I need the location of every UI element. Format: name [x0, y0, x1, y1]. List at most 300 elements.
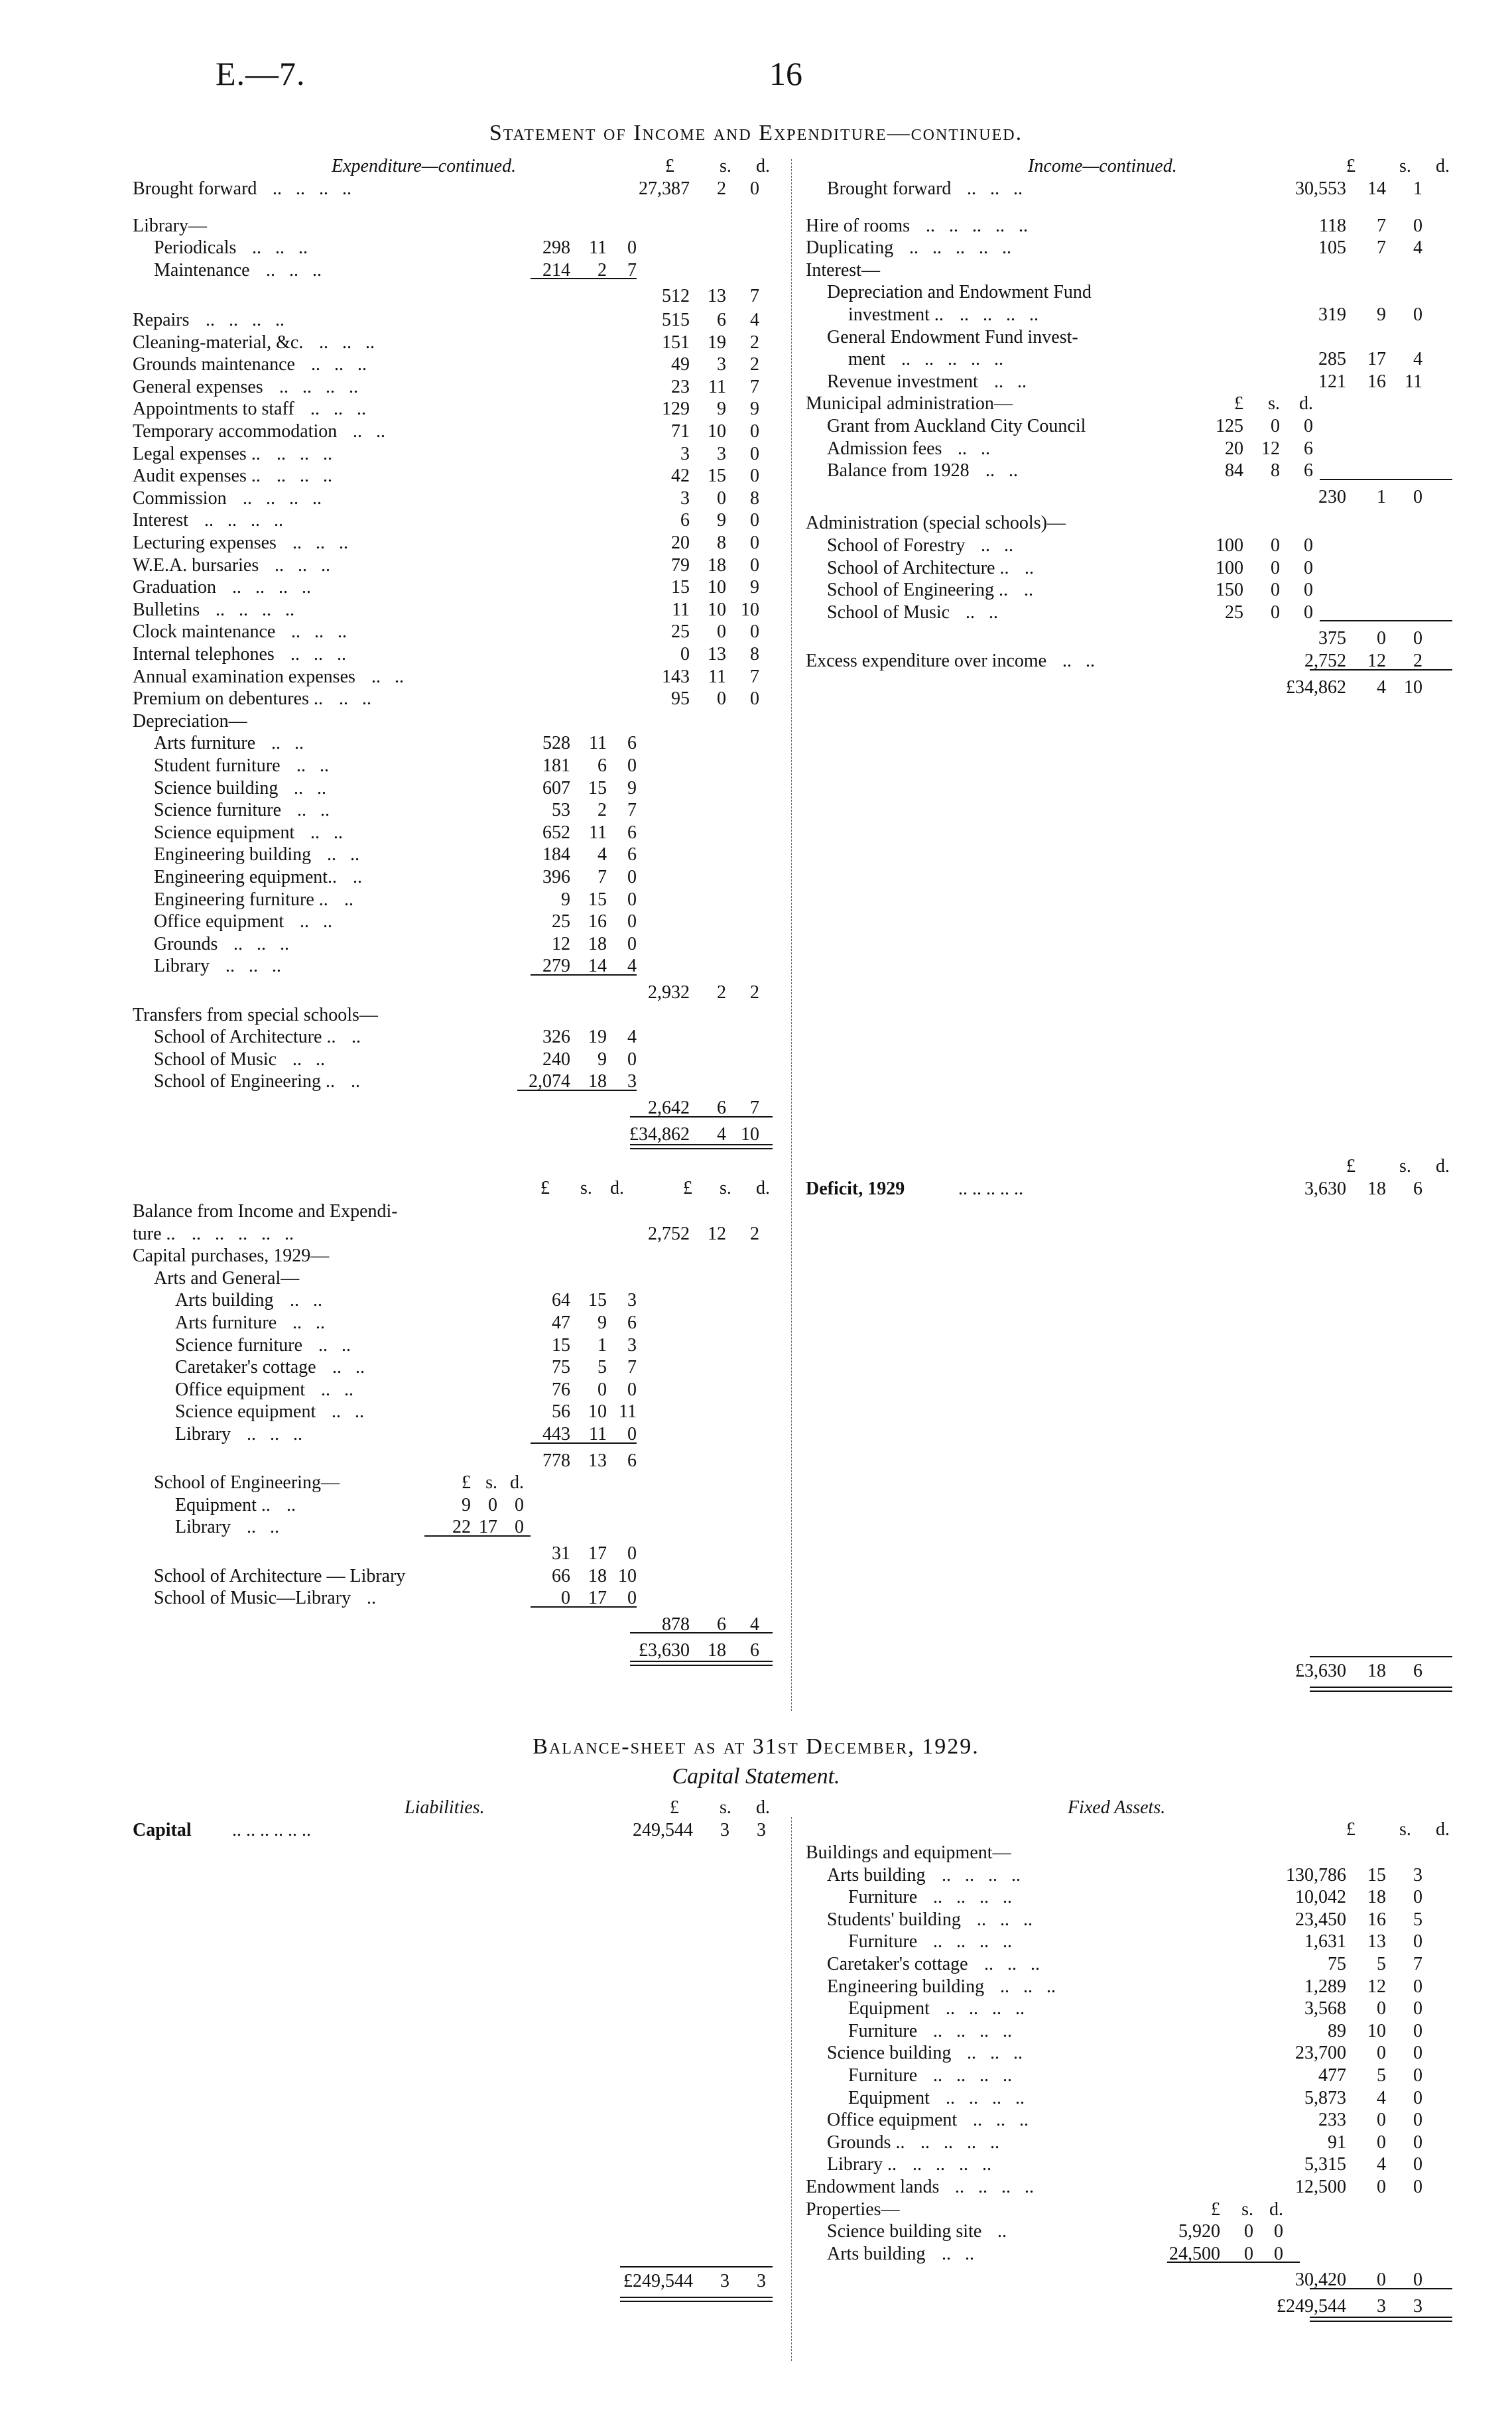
asset-row: [806, 2220, 1469, 2243]
asset-pounds: 130,786: [1286, 1864, 1346, 1885]
document-reference: E.—7.: [216, 55, 306, 92]
expenditure-row: [133, 443, 786, 466]
expenditure-sub-pounds: 2,074: [529, 1071, 570, 1092]
expenditure-row: [133, 1070, 786, 1093]
expenditure-pence: 4: [750, 310, 759, 330]
deficit-shillings: 18: [1367, 1179, 1386, 1199]
leader-dots: .. ..: [292, 1049, 325, 1070]
income-label: Admission fees: [827, 438, 942, 459]
capital-row: [133, 1245, 786, 1267]
expenditure-row: [133, 285, 786, 308]
leader-dots: .. .. .. ..: [933, 1931, 1012, 1952]
capital-row: [133, 1289, 786, 1312]
expenditure-label: Bulletins: [133, 599, 200, 620]
expenditure-label: Commission: [133, 487, 227, 509]
leader-dots: .. .. .. ..: [946, 2087, 1025, 2108]
expenditure-sub-pounds: 528: [542, 733, 570, 754]
capital-sub-pence: 11: [619, 1401, 637, 1423]
expenditure-sub-shillings: 19: [588, 1027, 607, 1048]
final-double-rule: [630, 1661, 773, 1666]
expenditure-pounds: 2,932: [648, 982, 690, 1003]
expenditure-sub-pounds: 214: [542, 259, 570, 281]
income-pence: 2: [1413, 651, 1422, 671]
leader-dots: ..: [351, 1027, 361, 1048]
expenditure-shillings: 10: [708, 577, 726, 598]
asset-pounds: 5,873: [1304, 2087, 1346, 2108]
asset-pounds: 89: [1328, 2020, 1346, 2041]
expenditure-sub-shillings: 11: [589, 822, 607, 843]
capital-dots: .. .. .. .. .. ..: [232, 1820, 311, 1840]
expenditure-sub-pence: 6: [627, 844, 637, 865]
income-row: [806, 237, 1469, 259]
leader-dots: ..: [1025, 557, 1034, 578]
column-divider: [791, 159, 792, 1711]
income-pence: 4: [1413, 349, 1422, 370]
deficit-double-rule: [1310, 1687, 1452, 1692]
asset-pence: 0: [1413, 2043, 1422, 2064]
expenditure-label: Engineering furniture ..: [154, 889, 328, 910]
income-label: Revenue investment: [827, 371, 978, 392]
leader-dots: .. .. ..: [277, 443, 332, 464]
income-label: Grant from Auckland City Council: [827, 416, 1086, 436]
inc-pence-head: d.: [1436, 156, 1450, 176]
income-sub-pounds: 150: [1216, 580, 1243, 601]
expenditure-label: Graduation: [133, 577, 216, 598]
expenditure-label: Arts furniture: [154, 733, 256, 754]
leader-dots: .. ..: [321, 1379, 353, 1400]
income-pounds: 105: [1318, 237, 1346, 259]
expenditure-sub-pounds: 184: [542, 844, 570, 865]
leader-dots: .. .. ..: [1000, 1976, 1056, 1997]
capital-label: Science equipment: [175, 1401, 316, 1423]
expenditure-sub-pence: 7: [627, 800, 637, 821]
asset-sub-shillings: s.: [1241, 2199, 1253, 2220]
expenditure-shillings: 18: [708, 554, 726, 576]
assets-shilling-head: s.: [1399, 1819, 1411, 1840]
expenditure-sub-shillings: 18: [588, 933, 607, 954]
expenditure-pounds: 42: [671, 466, 690, 487]
expenditure-pence: 0: [750, 621, 759, 643]
income-row: [806, 438, 1469, 460]
expenditure-shillings: 0: [717, 688, 726, 710]
asset-row: [806, 1998, 1469, 2020]
leader-dots: .. .. .. ..: [204, 510, 283, 531]
expenditure-sub-shillings: 4: [598, 844, 607, 865]
expenditure-pounds: 79: [671, 554, 690, 576]
expenditure-sub-pounds: 298: [542, 237, 570, 259]
capital-row: [133, 1450, 786, 1472]
capital-row: [133, 1423, 786, 1446]
capital-label: School of Architecture — Library: [154, 1565, 406, 1586]
expenditure-pounds: 3: [680, 443, 690, 464]
leader-dots: .. ..: [942, 2243, 974, 2264]
leader-dots: ..: [351, 1071, 360, 1092]
subtotal-rule: [1167, 2262, 1300, 2263]
expenditure-row: [133, 755, 786, 777]
expenditure-shillings: 10: [708, 599, 726, 620]
expenditure-label: Office equipment: [154, 911, 284, 932]
asset-shillings: 15: [1367, 1864, 1386, 1885]
expenditure-label: Annual examination expenses: [133, 666, 355, 687]
leader-dots: .. .. .. .. ..: [909, 237, 1011, 259]
balance-sheet-title: Balance-sheet as at 31st December, 1929.: [533, 1734, 979, 1759]
expenditure-shillings: 13: [708, 644, 726, 665]
expenditure-sub-pounds: 396: [542, 867, 570, 887]
leader-dots: .. ..: [327, 844, 359, 865]
asset-sub-pence: 0: [1274, 2221, 1283, 2242]
capital-sub-pounds: 66: [552, 1565, 570, 1586]
expenditure-row: [133, 554, 786, 577]
expenditure-pounds: 15: [671, 577, 690, 598]
expenditure-label: Interest: [133, 510, 188, 531]
expenditure-row: [133, 376, 786, 399]
expenditure-pounds: 3: [680, 487, 690, 509]
asset-pounds: 91: [1328, 2132, 1346, 2153]
capital-sub-shillings: 11: [589, 1424, 607, 1444]
capital-label: ture ..: [133, 1223, 176, 1244]
capital-sub-pounds: 31: [552, 1543, 570, 1564]
asset-pence: 5: [1413, 1909, 1422, 1930]
leader-dots: .. ..: [297, 800, 330, 821]
leader-dots: .. .. ..: [967, 178, 1023, 199]
asset-label: Endowment lands: [806, 2177, 940, 2197]
capital-label: Library: [175, 1517, 231, 1538]
capital-sub-shillings: 1: [598, 1334, 607, 1356]
expenditure-row: [133, 309, 786, 332]
capital-sub-pence: 3: [627, 1290, 637, 1311]
income-sub-shillings: 0: [1271, 580, 1280, 601]
income-sub-pence: 0: [1304, 535, 1313, 556]
capital-sub-pounds: 64: [552, 1290, 570, 1311]
cap-sub-shilling-head: s.: [580, 1178, 592, 1198]
expenditure-pounds: 25: [671, 621, 690, 643]
asset-shillings: 12: [1367, 1976, 1386, 1997]
expenditure-row: [133, 599, 786, 621]
capital-sub2-shillings: s.: [485, 1472, 497, 1494]
asset-pence: 3: [1413, 1864, 1422, 1885]
income-label: Balance from 1928: [827, 460, 970, 481]
asset-shillings: 5: [1377, 2065, 1386, 2086]
asset-shillings: 16: [1367, 1909, 1386, 1930]
income-sub-pounds: 25: [1225, 602, 1243, 623]
leader-dots: .. ..: [371, 666, 404, 687]
income-shillings: 9: [1377, 304, 1386, 325]
capital-sub-pence: 0: [627, 1543, 637, 1564]
asset-row: [806, 2132, 1469, 2154]
capital-sub-pence: 10: [618, 1565, 637, 1586]
leader-dots: .. .. .. ..: [243, 487, 322, 509]
asset-label: Equipment: [848, 2087, 930, 2108]
capital-sub-pence: 7: [627, 1357, 637, 1378]
capital-label: Office equipment: [175, 1379, 306, 1400]
subtotal-rule: [1310, 2288, 1452, 2289]
asset-sub-pounds: 5,920: [1178, 2221, 1220, 2242]
asset-label: Arts building: [827, 1864, 926, 1885]
expenditure-shillings: 0: [717, 621, 726, 643]
capital-shillings: 18: [708, 1640, 726, 1661]
income-row: [806, 348, 1469, 371]
expenditure-pence: 8: [750, 487, 759, 509]
expenditure-label: Engineering building: [154, 844, 312, 865]
asset-pounds: 23,450: [1295, 1909, 1346, 1930]
asset-pence: 0: [1413, 1887, 1422, 1908]
expenditure-sub-pence: 6: [627, 733, 637, 754]
expenditure-pence: 0: [750, 533, 759, 553]
income-pence: 0: [1413, 215, 1422, 236]
income-sub-pounds: £: [1234, 393, 1243, 415]
asset-sub-shillings: 0: [1244, 2221, 1253, 2242]
expenditure-pounds: 6: [680, 510, 690, 531]
asset-shillings: 0: [1377, 2132, 1386, 2153]
leader-dots: .. ..: [994, 371, 1027, 392]
expenditure-pence: 0: [750, 510, 759, 531]
expenditure-sub-pounds: 9: [561, 889, 570, 910]
liab-total-row: [133, 2270, 796, 2293]
leader-dots: ..: [344, 889, 353, 910]
income-label: Administration (special schools)—: [806, 513, 1066, 534]
capital-sub-shillings: 13: [588, 1450, 607, 1471]
final-double-rule: [1310, 2317, 1452, 2322]
expenditure-row: [133, 332, 786, 354]
asset-label: Grounds ..: [827, 2132, 905, 2153]
income-pence: 4: [1413, 237, 1422, 259]
liab-rule: [620, 2266, 773, 2268]
expenditure-row: [133, 732, 786, 755]
deficit-total-pence: 6: [1413, 1661, 1422, 1681]
asset-pence: 0: [1413, 2110, 1422, 2131]
leader-dots: .. ..: [247, 1517, 279, 1538]
leader-dots: ..: [997, 2221, 1007, 2242]
expenditure-shillings: 11: [708, 376, 726, 397]
leader-dots: .. .. .. ..: [933, 1887, 1012, 1908]
expenditure-row: [133, 1004, 786, 1027]
expenditure-label: Engineering equipment..: [154, 867, 338, 887]
expenditure-heading: Expenditure—continued.: [332, 156, 517, 176]
expenditure-shillings: 9: [717, 510, 726, 531]
income-row: [806, 512, 1469, 535]
liabilities-heading: Liabilities.: [405, 1797, 485, 1818]
liab-pound-head: £: [670, 1797, 679, 1818]
expenditure-sub-pence: 0: [627, 911, 637, 932]
asset-pence: 7: [1413, 1954, 1422, 1974]
leader-dots: .. .. ..: [277, 466, 332, 487]
asset-row: [806, 2199, 1469, 2221]
expenditure-shillings: 19: [708, 332, 726, 353]
asset-label: Furniture: [848, 1887, 918, 1908]
capital-pence: 6: [750, 1640, 759, 1661]
capital-pence: 4: [750, 1614, 759, 1635]
subtotal-rule: [630, 1116, 773, 1118]
income-label: Hire of rooms: [806, 215, 911, 236]
expenditure-pence: 7: [750, 1098, 759, 1118]
income-pounds: 319: [1318, 304, 1346, 325]
liab-total-shillings: 3: [720, 2271, 729, 2291]
income-row: [806, 393, 1469, 415]
income-shillings: 0: [1377, 628, 1386, 649]
expenditure-label: Premium on debentures ..: [133, 688, 323, 710]
subtotal-rule: [424, 1535, 531, 1537]
asset-shillings: 5: [1377, 1954, 1386, 1974]
income-row: [806, 579, 1469, 602]
income-pounds: 30,553: [1295, 178, 1346, 199]
expenditure-pence: 9: [750, 577, 759, 598]
income-row: [806, 178, 1469, 200]
leader-dots: .. ..: [271, 733, 304, 754]
statement-title: Statement of Income and Expenditure—continued.: [489, 121, 1023, 145]
expenditure-sub-shillings: 6: [598, 755, 607, 776]
expenditure-row: [133, 1049, 786, 1071]
leader-dots: .. .. .. ..: [206, 310, 284, 330]
income-row: [806, 259, 1469, 282]
capital-sub-pounds: 47: [552, 1312, 570, 1333]
capital-sub-pence: 6: [627, 1450, 637, 1471]
expenditure-sub-shillings: 15: [588, 889, 607, 910]
leader-dots: .. ..: [958, 438, 990, 459]
capital-row: [133, 1267, 786, 1290]
asset-label: Library ..: [827, 2154, 897, 2175]
asset-row: [806, 2295, 1469, 2318]
expenditure-pence: 0: [750, 443, 759, 464]
capital-statement-title: Capital Statement.: [672, 1764, 840, 1789]
expenditure-label: W.E.A. bursaries: [133, 554, 259, 576]
expenditure-label: Depreciation—: [133, 710, 247, 732]
expenditure-sub-shillings: 2: [598, 800, 607, 821]
asset-shillings: 10: [1367, 2020, 1386, 2041]
expenditure-row: [133, 487, 786, 510]
asset-label: Caretaker's cottage: [827, 1954, 968, 1974]
income-row: [806, 215, 1469, 237]
expenditure-sub-shillings: 18: [588, 1071, 607, 1092]
asset-label: Engineering building: [827, 1976, 985, 1997]
asset-pence: 0: [1413, 2269, 1422, 2291]
asset-row: [806, 1842, 1469, 1864]
cap-shilling-head: s.: [720, 1178, 731, 1198]
income-label: School of Engineering ..: [827, 580, 1008, 601]
leader-dots: .. ..: [332, 1357, 365, 1378]
expenditure-row: [133, 688, 786, 710]
leader-dots: .. .. ..: [311, 354, 367, 375]
leader-dots: .. .. .. .. ..: [192, 1223, 294, 1244]
income-row: [806, 281, 1469, 304]
capital-sub-pounds: 778: [542, 1450, 570, 1471]
income-label: Excess expenditure over income: [806, 651, 1047, 671]
expenditure-row: [133, 982, 786, 1004]
asset-label: Furniture: [848, 1931, 918, 1952]
leader-dots: .. .. ..: [984, 1954, 1040, 1974]
expenditure-sub-pounds: 12: [552, 933, 570, 954]
capital-sub2-pounds: 9: [462, 1494, 471, 1515]
expenditure-pounds: 49: [671, 354, 690, 375]
asset-shillings: 3: [1377, 2296, 1386, 2317]
capital-shillings: 6: [717, 1614, 726, 1635]
capital-sub-shillings: 17: [588, 1543, 607, 1564]
expenditure-pounds: 143: [662, 666, 690, 687]
expenditure-row: [133, 259, 786, 282]
capital-sub-shillings: 9: [598, 1312, 607, 1333]
leader-dots: .. .. .. ..: [232, 577, 311, 598]
expenditure-row: [133, 933, 786, 956]
capital-sub2-pence: 0: [515, 1517, 524, 1538]
income-pence: 1: [1413, 178, 1422, 199]
income-label: Duplicating: [806, 237, 894, 259]
expenditure-row: [133, 777, 786, 800]
capital-sub2-shillings: 17: [479, 1517, 497, 1538]
expenditure-sub-pence: 0: [627, 933, 637, 954]
capital-row: [133, 1565, 786, 1588]
expenditure-row: [133, 666, 786, 688]
asset-pounds: 1,631: [1304, 1931, 1346, 1952]
leader-dots: .. ..: [294, 777, 326, 799]
expenditure-pounds: 512: [662, 286, 690, 307]
deficit-total-shillings: 18: [1367, 1661, 1386, 1681]
subtotal-rule: [517, 1090, 637, 1091]
expenditure-pence: 7: [750, 286, 759, 307]
leader-dots: .. .. .. .. ..: [926, 215, 1028, 236]
capital-label: School of Music—Library: [154, 1588, 351, 1609]
exp-shilling-head: s.: [720, 156, 731, 176]
leader-dots: .. .. ..: [292, 533, 348, 553]
leader-dots: .. .. .. ..: [273, 178, 351, 199]
expenditure-pence: 8: [750, 644, 759, 665]
asset-label: Buildings and equipment—: [806, 1842, 1011, 1863]
asset-row: [806, 2065, 1469, 2087]
capital-label: Equipment ..: [175, 1494, 271, 1515]
asset-shillings: 4: [1377, 2154, 1386, 2175]
capital-sub2-pence: 0: [515, 1494, 524, 1515]
income-shillings: 7: [1377, 237, 1386, 259]
subtotal-rule: [531, 278, 637, 279]
capital-sub-pounds: 76: [552, 1379, 570, 1400]
asset-pounds: 1,289: [1304, 1976, 1346, 1997]
subtotal-rule: [531, 1442, 637, 1444]
asset-row: [806, 1909, 1469, 1931]
income-shillings: 7: [1377, 215, 1386, 236]
capital-label: Capital purchases, 1929—: [133, 1246, 330, 1267]
expenditure-label: Transfers from special schools—: [133, 1004, 378, 1025]
capital-row: [133, 1379, 786, 1401]
expenditure-row: [133, 532, 786, 554]
capital-row: [133, 1494, 786, 1517]
expenditure-label: Appointments to staff: [133, 399, 294, 420]
expenditure-sub-shillings: 2: [598, 259, 607, 281]
asset-label: Furniture: [848, 2020, 918, 2041]
expenditure-shillings: 3: [717, 443, 726, 464]
capital-sub-shillings: 10: [588, 1401, 607, 1423]
asset-pence: 0: [1413, 2020, 1422, 2041]
asset-pounds: 3,568: [1304, 1998, 1346, 2019]
asset-label: Properties—: [806, 2199, 900, 2220]
asset-pence: 0: [1413, 1976, 1422, 1997]
asset-row: [806, 1886, 1469, 1909]
asset-shillings: 0: [1377, 2043, 1386, 2064]
leader-dots: .. .. .. ..: [920, 2132, 999, 2153]
expenditure-sub-pence: 0: [627, 867, 637, 887]
expenditure-row: [133, 889, 786, 911]
income-pounds: 230: [1318, 486, 1346, 507]
capital-sub-pounds: 15: [552, 1334, 570, 1356]
income-row: [806, 304, 1469, 326]
capital-sub-pounds: 443: [542, 1424, 570, 1444]
expenditure-pence: 0: [750, 554, 759, 576]
leader-dots: .. .. .. ..: [933, 2065, 1012, 2086]
expenditure-label: Repairs: [133, 310, 190, 330]
expenditure-pence: 0: [750, 466, 759, 487]
leader-dots: .. .. ..: [252, 237, 308, 259]
expenditure-sub-pounds: 240: [542, 1049, 570, 1070]
liab-pence-head: d.: [756, 1797, 770, 1818]
expenditure-pence: 10: [741, 1123, 759, 1145]
subtotal-rule: [1320, 479, 1452, 480]
